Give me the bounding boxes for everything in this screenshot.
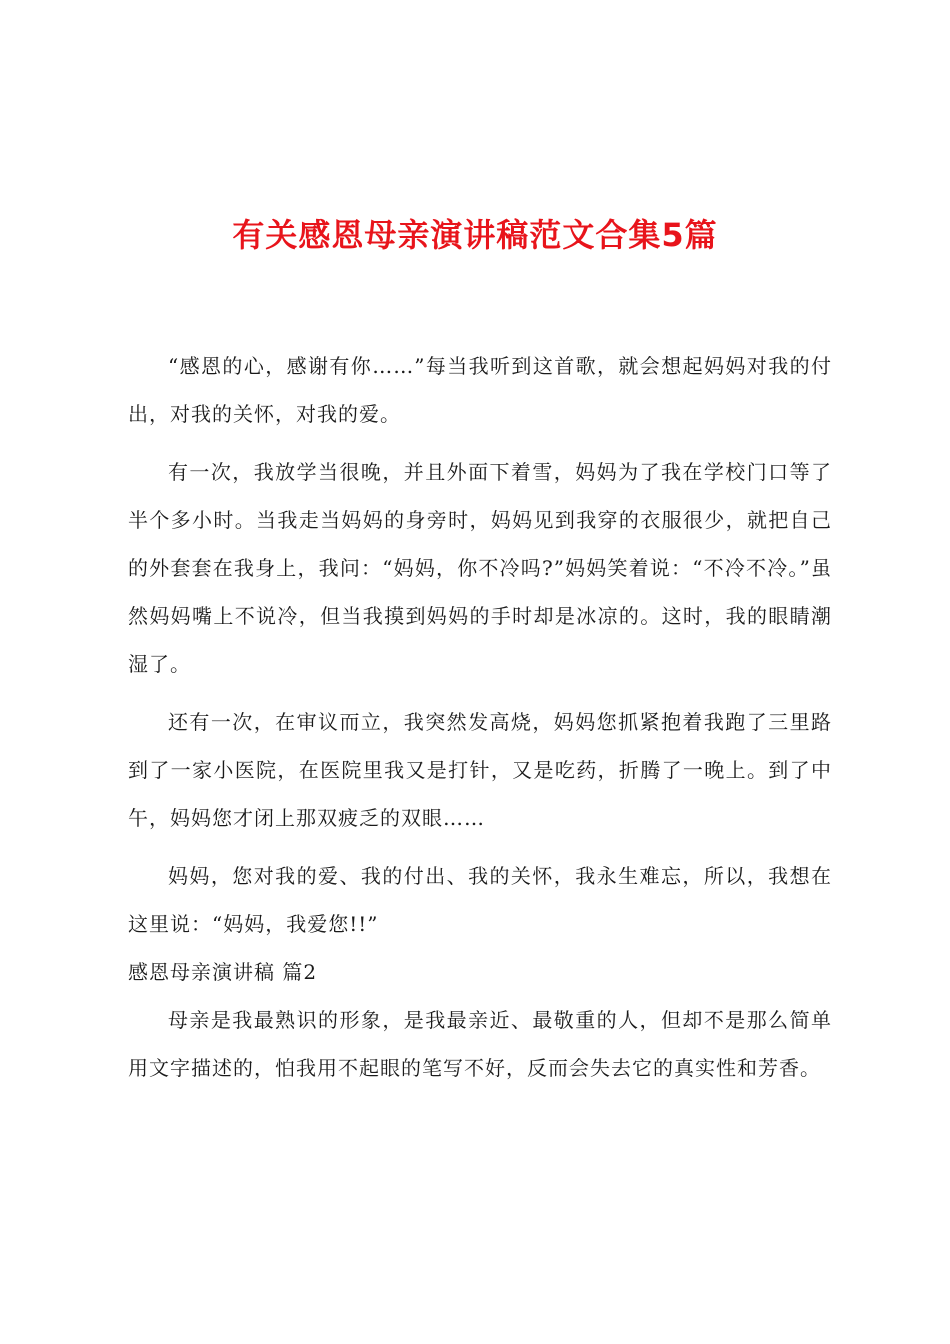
- paragraph-4: 妈妈，您对我的爱、我的付出、我的关怀，我永生难忘，所以，我想在这里说：“妈妈，我爱您!!”: [128, 864, 832, 936]
- section-2-paragraph-1: 母亲是我最熟识的形象，是我最亲近、最敬重的人，但却不是那么简单用文字描述的，怕我用不起眼的笔写不好，反而会失去它的真实性和芳香。: [128, 1008, 832, 1080]
- paragraph-1: “感恩的心，感谢有你……”每当我听到这首歌，就会想起妈妈对我的付出，对我的关怀，对我的爱。: [128, 354, 832, 426]
- document-title: 有关感恩母亲演讲稿范文合集5篇: [232, 216, 718, 254]
- section-2-heading: 感恩母亲演讲稿 篇2: [128, 960, 318, 984]
- paragraph-2: 有一次，我放学当很晚，并且外面下着雪，妈妈为了我在学校门口等了半个多小时。当我走当妈妈的身旁时，妈妈见到我穿的衣服很少，就把自己的外套套在我身上，我问：“妈妈，你不冷吗?”妈妈笑着说：“不冷不冷。”虽然妈妈嘴上不说冷，但当我摸到妈妈的手时却是冰凉的。这时，我的眼睛潮湿了。: [128, 460, 832, 676]
- document-body: [128, 342, 832, 1102]
- paragraph-3: 还有一次，在审议而立，我突然发高烧，妈妈您抓紧抱着我跑了三里路到了一家小医院，在医院里我又是打针，又是吃药，折腾了一晚上。到了中午，妈妈您才闭上那双疲乏的双眼……: [128, 710, 832, 830]
